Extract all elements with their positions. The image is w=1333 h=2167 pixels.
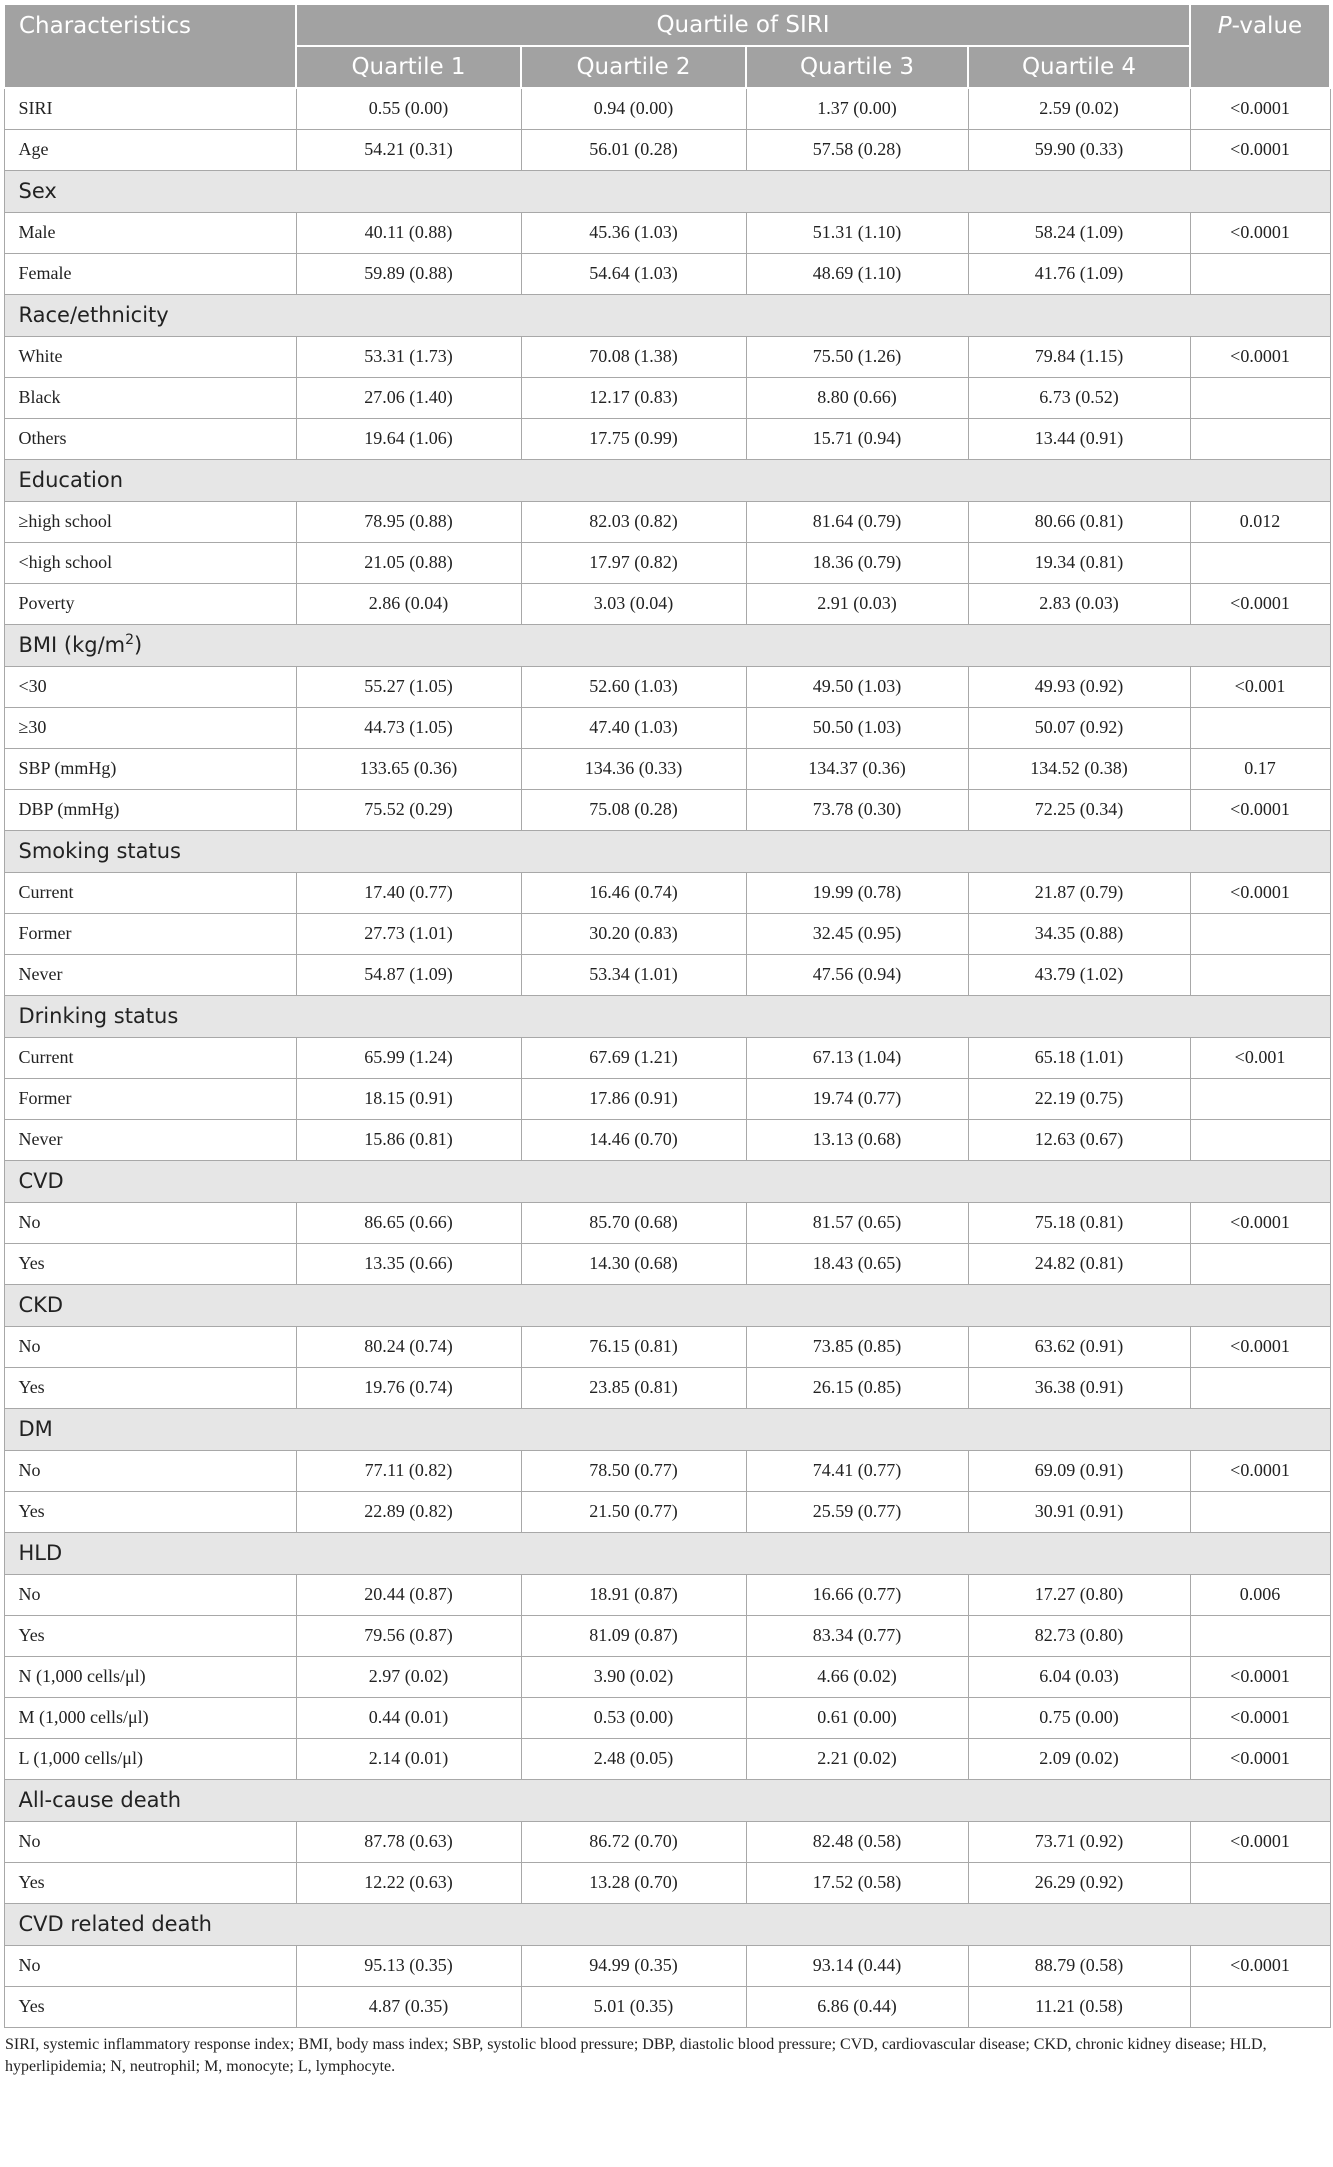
section-label	[4, 1284, 1330, 1326]
p-value	[1190, 377, 1330, 418]
p-value: <0.0001	[1190, 1202, 1330, 1243]
quartile-3-value: 13.13 (0.68)	[746, 1119, 968, 1160]
quartile-3-value: 0.61 (0.00)	[746, 1697, 968, 1738]
row-label: No	[4, 1202, 296, 1243]
quartile-4-value: 82.73 (0.80)	[968, 1615, 1190, 1656]
table-row	[4, 88, 1330, 129]
quartile-1-value: 77.11 (0.82)	[296, 1450, 521, 1491]
section-label-text: DM	[18, 1417, 53, 1441]
quartile-4-value: 59.90 (0.33)	[968, 129, 1190, 170]
p-value	[1190, 1078, 1330, 1119]
row-label: Black	[4, 377, 296, 418]
quartile-2-value: 16.46 (0.74)	[521, 872, 746, 913]
header-quartile-2: Quartile 2	[521, 46, 746, 88]
section-row	[4, 1160, 1330, 1202]
quartile-1-value: 59.89 (0.88)	[296, 253, 521, 294]
quartile-2-value: 30.20 (0.83)	[521, 913, 746, 954]
quartile-1-value: 4.87 (0.35)	[296, 1986, 521, 2027]
header-quartile-1: Quartile 1	[296, 46, 521, 88]
section-row	[4, 995, 1330, 1037]
section-row	[4, 459, 1330, 501]
section-row	[4, 624, 1330, 666]
table-row	[4, 253, 1330, 294]
quartile-1-value: 0.55 (0.00)	[296, 88, 521, 129]
quartile-4-value: 2.59 (0.02)	[968, 88, 1190, 129]
quartile-3-value: 17.52 (0.58)	[746, 1862, 968, 1903]
quartile-2-value: 21.50 (0.77)	[521, 1491, 746, 1532]
quartile-2-value: 85.70 (0.68)	[521, 1202, 746, 1243]
p-value: <0.001	[1190, 666, 1330, 707]
table-row	[4, 1986, 1330, 2027]
quartile-3-value: 82.48 (0.58)	[746, 1821, 968, 1862]
quartile-4-value: 88.79 (0.58)	[968, 1945, 1190, 1986]
quartile-2-value: 2.48 (0.05)	[521, 1738, 746, 1779]
quartile-2-value: 75.08 (0.28)	[521, 789, 746, 830]
quartile-3-value: 1.37 (0.00)	[746, 88, 968, 129]
table-row	[4, 129, 1330, 170]
quartile-3-value: 51.31 (1.10)	[746, 212, 968, 253]
quartile-3-value: 8.80 (0.66)	[746, 377, 968, 418]
quartile-4-value: 22.19 (0.75)	[968, 1078, 1190, 1119]
quartile-4-value: 49.93 (0.92)	[968, 666, 1190, 707]
quartile-3-value: 2.91 (0.03)	[746, 583, 968, 624]
table-row	[4, 1202, 1330, 1243]
quartile-1-value: 95.13 (0.35)	[296, 1945, 521, 1986]
row-label: Others	[4, 418, 296, 459]
quartile-4-value: 6.73 (0.52)	[968, 377, 1190, 418]
section-label	[4, 1903, 1330, 1945]
p-value	[1190, 253, 1330, 294]
p-value: <0.001	[1190, 1037, 1330, 1078]
row-label: SBP (mmHg)	[4, 748, 296, 789]
row-label: Yes	[4, 1615, 296, 1656]
quartile-1-value: 12.22 (0.63)	[296, 1862, 521, 1903]
section-row	[4, 1779, 1330, 1821]
quartile-1-value: 2.14 (0.01)	[296, 1738, 521, 1779]
quartile-4-value: 65.18 (1.01)	[968, 1037, 1190, 1078]
section-row	[4, 170, 1330, 212]
quartile-4-value: 80.66 (0.81)	[968, 501, 1190, 542]
row-label: No	[4, 1574, 296, 1615]
quartile-1-value: 19.64 (1.06)	[296, 418, 521, 459]
quartile-3-value: 47.56 (0.94)	[746, 954, 968, 995]
row-label: Yes	[4, 1491, 296, 1532]
table-row	[4, 1450, 1330, 1491]
quartile-3-value: 19.74 (0.77)	[746, 1078, 968, 1119]
quartile-3-value: 15.71 (0.94)	[746, 418, 968, 459]
quartile-3-value: 19.99 (0.78)	[746, 872, 968, 913]
quartile-1-value: 20.44 (0.87)	[296, 1574, 521, 1615]
quartile-2-value: 18.91 (0.87)	[521, 1574, 746, 1615]
quartile-3-value: 93.14 (0.44)	[746, 1945, 968, 1986]
quartile-3-value: 50.50 (1.03)	[746, 707, 968, 748]
quartile-1-value: 40.11 (0.88)	[296, 212, 521, 253]
table-row	[4, 1243, 1330, 1284]
quartile-4-value: 17.27 (0.80)	[968, 1574, 1190, 1615]
table-row	[4, 789, 1330, 830]
header-row-top	[4, 4, 1330, 46]
quartile-1-value: 22.89 (0.82)	[296, 1491, 521, 1532]
row-label: Age	[4, 129, 296, 170]
section-label	[4, 624, 1330, 666]
header-pvalue-italic: P	[1217, 13, 1232, 39]
quartile-1-value: 78.95 (0.88)	[296, 501, 521, 542]
quartile-3-value: 81.64 (0.79)	[746, 501, 968, 542]
row-label: No	[4, 1821, 296, 1862]
p-value: <0.0001	[1190, 1326, 1330, 1367]
row-label: <30	[4, 666, 296, 707]
quartile-4-value: 63.62 (0.91)	[968, 1326, 1190, 1367]
header-pvalue	[1190, 4, 1330, 88]
p-value: <0.0001	[1190, 88, 1330, 129]
quartile-1-value: 19.76 (0.74)	[296, 1367, 521, 1408]
p-value	[1190, 1615, 1330, 1656]
section-label	[4, 459, 1330, 501]
section-label	[4, 995, 1330, 1037]
quartile-1-value: 54.87 (1.09)	[296, 954, 521, 995]
row-label: No	[4, 1945, 296, 1986]
p-value	[1190, 1862, 1330, 1903]
row-label: Female	[4, 253, 296, 294]
quartile-4-value: 34.35 (0.88)	[968, 913, 1190, 954]
quartile-4-value: 11.21 (0.58)	[968, 1986, 1190, 2027]
table-row	[4, 1574, 1330, 1615]
p-value: <0.0001	[1190, 1450, 1330, 1491]
quartile-4-value: 26.29 (0.92)	[968, 1862, 1190, 1903]
table-row	[4, 583, 1330, 624]
table-row	[4, 707, 1330, 748]
quartile-2-value: 86.72 (0.70)	[521, 1821, 746, 1862]
quartile-4-value: 41.76 (1.09)	[968, 253, 1190, 294]
p-value: <0.0001	[1190, 1945, 1330, 1986]
table-footnote: SIRI, systemic inflammatory response index; BMI, body mass index; SBP, systolic blood pressure; DBP, diastolic blood pressure; CVD, cardiovascular disease; CKD, chronic kidney disease; HLD, hyperlipidemia; N, neutrophil; M, monocyte; L, lymphocyte.	[5, 2035, 1267, 2075]
quartile-4-value: 79.84 (1.15)	[968, 336, 1190, 377]
table-row	[4, 1491, 1330, 1532]
quartile-2-value: 12.17 (0.83)	[521, 377, 746, 418]
quartile-3-value: 81.57 (0.65)	[746, 1202, 968, 1243]
row-label: DBP (mmHg)	[4, 789, 296, 830]
quartile-2-value: 3.90 (0.02)	[521, 1656, 746, 1697]
table-container	[3, 3, 1329, 2078]
quartile-2-value: 17.75 (0.99)	[521, 418, 746, 459]
row-label: L (1,000 cells/μl)	[4, 1738, 296, 1779]
p-value: <0.0001	[1190, 789, 1330, 830]
table-row	[4, 501, 1330, 542]
quartile-1-value: 54.21 (0.31)	[296, 129, 521, 170]
quartile-2-value: 52.60 (1.03)	[521, 666, 746, 707]
section-row	[4, 1532, 1330, 1574]
quartile-2-value: 78.50 (0.77)	[521, 1450, 746, 1491]
quartile-3-value: 18.36 (0.79)	[746, 542, 968, 583]
row-label: ≥high school	[4, 501, 296, 542]
quartile-3-value: 74.41 (0.77)	[746, 1450, 968, 1491]
quartile-3-value: 73.85 (0.85)	[746, 1326, 968, 1367]
table-row	[4, 1367, 1330, 1408]
quartile-3-value: 32.45 (0.95)	[746, 913, 968, 954]
quartile-3-value: 16.66 (0.77)	[746, 1574, 968, 1615]
quartile-4-value: 2.83 (0.03)	[968, 583, 1190, 624]
row-label: <high school	[4, 542, 296, 583]
quartile-3-value: 48.69 (1.10)	[746, 253, 968, 294]
quartile-2-value: 47.40 (1.03)	[521, 707, 746, 748]
table-body	[4, 88, 1330, 2027]
row-label: Male	[4, 212, 296, 253]
quartile-1-value: 27.06 (1.40)	[296, 377, 521, 418]
quartile-4-value: 73.71 (0.92)	[968, 1821, 1190, 1862]
p-value: 0.17	[1190, 748, 1330, 789]
section-label-text: CVD related death	[18, 1912, 212, 1936]
section-label	[4, 294, 1330, 336]
quartile-2-value: 53.34 (1.01)	[521, 954, 746, 995]
quartile-4-value: 72.25 (0.34)	[968, 789, 1190, 830]
quartile-1-value: 13.35 (0.66)	[296, 1243, 521, 1284]
section-row	[4, 1903, 1330, 1945]
header-quartile-3: Quartile 3	[746, 46, 968, 88]
quartile-4-value: 50.07 (0.92)	[968, 707, 1190, 748]
p-value	[1190, 1243, 1330, 1284]
section-label	[4, 1408, 1330, 1450]
row-label: Former	[4, 913, 296, 954]
quartile-3-value: 73.78 (0.30)	[746, 789, 968, 830]
table-row	[4, 542, 1330, 583]
row-label: Yes	[4, 1243, 296, 1284]
section-row	[4, 830, 1330, 872]
quartile-2-value: 82.03 (0.82)	[521, 501, 746, 542]
section-label-text: Sex	[18, 179, 57, 203]
row-label: Poverty	[4, 583, 296, 624]
quartile-3-value: 57.58 (0.28)	[746, 129, 968, 170]
quartile-3-value: 18.43 (0.65)	[746, 1243, 968, 1284]
quartile-1-value: 53.31 (1.73)	[296, 336, 521, 377]
p-value: <0.0001	[1190, 583, 1330, 624]
section-label-superscript: 2	[125, 632, 135, 648]
quartile-1-value: 55.27 (1.05)	[296, 666, 521, 707]
section-label-text: Smoking status	[18, 839, 181, 863]
row-label: Yes	[4, 1367, 296, 1408]
quartile-2-value: 17.97 (0.82)	[521, 542, 746, 583]
quartile-2-value: 13.28 (0.70)	[521, 1862, 746, 1903]
quartile-3-value: 134.37 (0.36)	[746, 748, 968, 789]
quartile-4-value: 24.82 (0.81)	[968, 1243, 1190, 1284]
quartile-1-value: 44.73 (1.05)	[296, 707, 521, 748]
quartile-2-value: 23.85 (0.81)	[521, 1367, 746, 1408]
p-value	[1190, 913, 1330, 954]
table-row	[4, 377, 1330, 418]
quartile-2-value: 54.64 (1.03)	[521, 253, 746, 294]
table-row	[4, 1119, 1330, 1160]
table-header	[4, 4, 1330, 88]
quartile-1-value: 0.44 (0.01)	[296, 1697, 521, 1738]
p-value	[1190, 1367, 1330, 1408]
siri-characteristics-table	[3, 3, 1331, 2028]
table-row	[4, 666, 1330, 707]
header-pvalue-rest: -value	[1231, 13, 1303, 39]
row-label: Former	[4, 1078, 296, 1119]
quartile-3-value: 75.50 (1.26)	[746, 336, 968, 377]
p-value: <0.0001	[1190, 1697, 1330, 1738]
quartile-2-value: 56.01 (0.28)	[521, 129, 746, 170]
table-row	[4, 954, 1330, 995]
quartile-1-value: 65.99 (1.24)	[296, 1037, 521, 1078]
quartile-3-value: 4.66 (0.02)	[746, 1656, 968, 1697]
p-value	[1190, 707, 1330, 748]
quartile-1-value: 17.40 (0.77)	[296, 872, 521, 913]
table-row	[4, 1862, 1330, 1903]
quartile-2-value: 17.86 (0.91)	[521, 1078, 746, 1119]
header-quartile-4: Quartile 4	[968, 46, 1190, 88]
table-row	[4, 913, 1330, 954]
quartile-2-value: 45.36 (1.03)	[521, 212, 746, 253]
quartile-4-value: 6.04 (0.03)	[968, 1656, 1190, 1697]
section-label-suffix: )	[134, 633, 143, 657]
quartile-4-value: 36.38 (0.91)	[968, 1367, 1190, 1408]
row-label: Current	[4, 1037, 296, 1078]
row-label: No	[4, 1326, 296, 1367]
row-label: ≥30	[4, 707, 296, 748]
quartile-2-value: 0.53 (0.00)	[521, 1697, 746, 1738]
table-row	[4, 1326, 1330, 1367]
p-value: <0.0001	[1190, 336, 1330, 377]
quartile-4-value: 58.24 (1.09)	[968, 212, 1190, 253]
table-row	[4, 1078, 1330, 1119]
quartile-4-value: 21.87 (0.79)	[968, 872, 1190, 913]
quartile-2-value: 3.03 (0.04)	[521, 583, 746, 624]
quartile-2-value: 0.94 (0.00)	[521, 88, 746, 129]
table-row	[4, 1615, 1330, 1656]
table-row	[4, 1821, 1330, 1862]
quartile-2-value: 5.01 (0.35)	[521, 1986, 746, 2027]
quartile-1-value: 75.52 (0.29)	[296, 789, 521, 830]
quartile-2-value: 76.15 (0.81)	[521, 1326, 746, 1367]
row-label: Current	[4, 872, 296, 913]
table-row	[4, 748, 1330, 789]
quartile-1-value: 87.78 (0.63)	[296, 1821, 521, 1862]
section-label	[4, 1532, 1330, 1574]
quartile-4-value: 30.91 (0.91)	[968, 1491, 1190, 1532]
p-value	[1190, 418, 1330, 459]
section-label-text: Education	[18, 468, 124, 492]
quartile-1-value: 80.24 (0.74)	[296, 1326, 521, 1367]
quartile-2-value: 14.46 (0.70)	[521, 1119, 746, 1160]
quartile-1-value: 2.97 (0.02)	[296, 1656, 521, 1697]
table-row	[4, 1945, 1330, 1986]
p-value: <0.0001	[1190, 1738, 1330, 1779]
quartile-3-value: 67.13 (1.04)	[746, 1037, 968, 1078]
row-label: Never	[4, 1119, 296, 1160]
quartile-4-value: 12.63 (0.67)	[968, 1119, 1190, 1160]
quartile-4-value: 134.52 (0.38)	[968, 748, 1190, 789]
header-characteristics: Characteristics	[4, 4, 296, 88]
p-value: <0.0001	[1190, 1656, 1330, 1697]
quartile-1-value: 18.15 (0.91)	[296, 1078, 521, 1119]
quartile-2-value: 134.36 (0.33)	[521, 748, 746, 789]
p-value	[1190, 954, 1330, 995]
quartile-3-value: 25.59 (0.77)	[746, 1491, 968, 1532]
p-value	[1190, 1119, 1330, 1160]
row-label: Yes	[4, 1862, 296, 1903]
section-label	[4, 170, 1330, 212]
section-label	[4, 1160, 1330, 1202]
quartile-3-value: 49.50 (1.03)	[746, 666, 968, 707]
row-label: SIRI	[4, 88, 296, 129]
table-row	[4, 1697, 1330, 1738]
quartile-4-value: 19.34 (0.81)	[968, 542, 1190, 583]
p-value: <0.0001	[1190, 212, 1330, 253]
table-row	[4, 872, 1330, 913]
p-value: <0.0001	[1190, 872, 1330, 913]
p-value	[1190, 1491, 1330, 1532]
section-label-text: HLD	[18, 1541, 63, 1565]
row-label: No	[4, 1450, 296, 1491]
quartile-3-value: 2.21 (0.02)	[746, 1738, 968, 1779]
quartile-4-value: 75.18 (0.81)	[968, 1202, 1190, 1243]
section-label-text: Drinking status	[18, 1004, 179, 1028]
quartile-1-value: 15.86 (0.81)	[296, 1119, 521, 1160]
table-row	[4, 418, 1330, 459]
quartile-3-value: 83.34 (0.77)	[746, 1615, 968, 1656]
quartile-3-value: 26.15 (0.85)	[746, 1367, 968, 1408]
quartile-2-value: 81.09 (0.87)	[521, 1615, 746, 1656]
quartile-1-value: 2.86 (0.04)	[296, 583, 521, 624]
quartile-4-value: 69.09 (0.91)	[968, 1450, 1190, 1491]
quartile-3-value: 6.86 (0.44)	[746, 1986, 968, 2027]
section-label-text: BMI (kg/m	[18, 633, 126, 657]
section-row	[4, 1284, 1330, 1326]
row-label: N (1,000 cells/μl)	[4, 1656, 296, 1697]
row-label: Never	[4, 954, 296, 995]
section-row	[4, 1408, 1330, 1450]
table-row	[4, 1656, 1330, 1697]
section-label-text: CVD	[18, 1169, 64, 1193]
table-row	[4, 1037, 1330, 1078]
section-row	[4, 294, 1330, 336]
p-value: 0.012	[1190, 501, 1330, 542]
quartile-1-value: 21.05 (0.88)	[296, 542, 521, 583]
quartile-4-value: 13.44 (0.91)	[968, 418, 1190, 459]
row-label: White	[4, 336, 296, 377]
table-row	[4, 336, 1330, 377]
quartile-2-value: 94.99 (0.35)	[521, 1945, 746, 1986]
quartile-4-value: 0.75 (0.00)	[968, 1697, 1190, 1738]
row-label: Yes	[4, 1986, 296, 2027]
quartile-2-value: 67.69 (1.21)	[521, 1037, 746, 1078]
section-label-text: CKD	[18, 1293, 64, 1317]
section-label-text: Race/ethnicity	[18, 303, 169, 327]
quartile-1-value: 133.65 (0.36)	[296, 748, 521, 789]
p-value: <0.0001	[1190, 129, 1330, 170]
quartile-4-value: 2.09 (0.02)	[968, 1738, 1190, 1779]
p-value	[1190, 542, 1330, 583]
table-row	[4, 212, 1330, 253]
section-label-text: All-cause death	[18, 1788, 182, 1812]
quartile-1-value: 86.65 (0.66)	[296, 1202, 521, 1243]
row-label: M (1,000 cells/μl)	[4, 1697, 296, 1738]
p-value: 0.006	[1190, 1574, 1330, 1615]
quartile-1-value: 27.73 (1.01)	[296, 913, 521, 954]
quartile-2-value: 14.30 (0.68)	[521, 1243, 746, 1284]
section-label	[4, 1779, 1330, 1821]
p-value	[1190, 1986, 1330, 2027]
p-value: <0.0001	[1190, 1821, 1330, 1862]
section-label	[4, 830, 1330, 872]
quartile-4-value: 43.79 (1.02)	[968, 954, 1190, 995]
table-row	[4, 1738, 1330, 1779]
header-quartile-group: Quartile of SIRI	[296, 4, 1190, 46]
quartile-2-value: 70.08 (1.38)	[521, 336, 746, 377]
quartile-1-value: 79.56 (0.87)	[296, 1615, 521, 1656]
